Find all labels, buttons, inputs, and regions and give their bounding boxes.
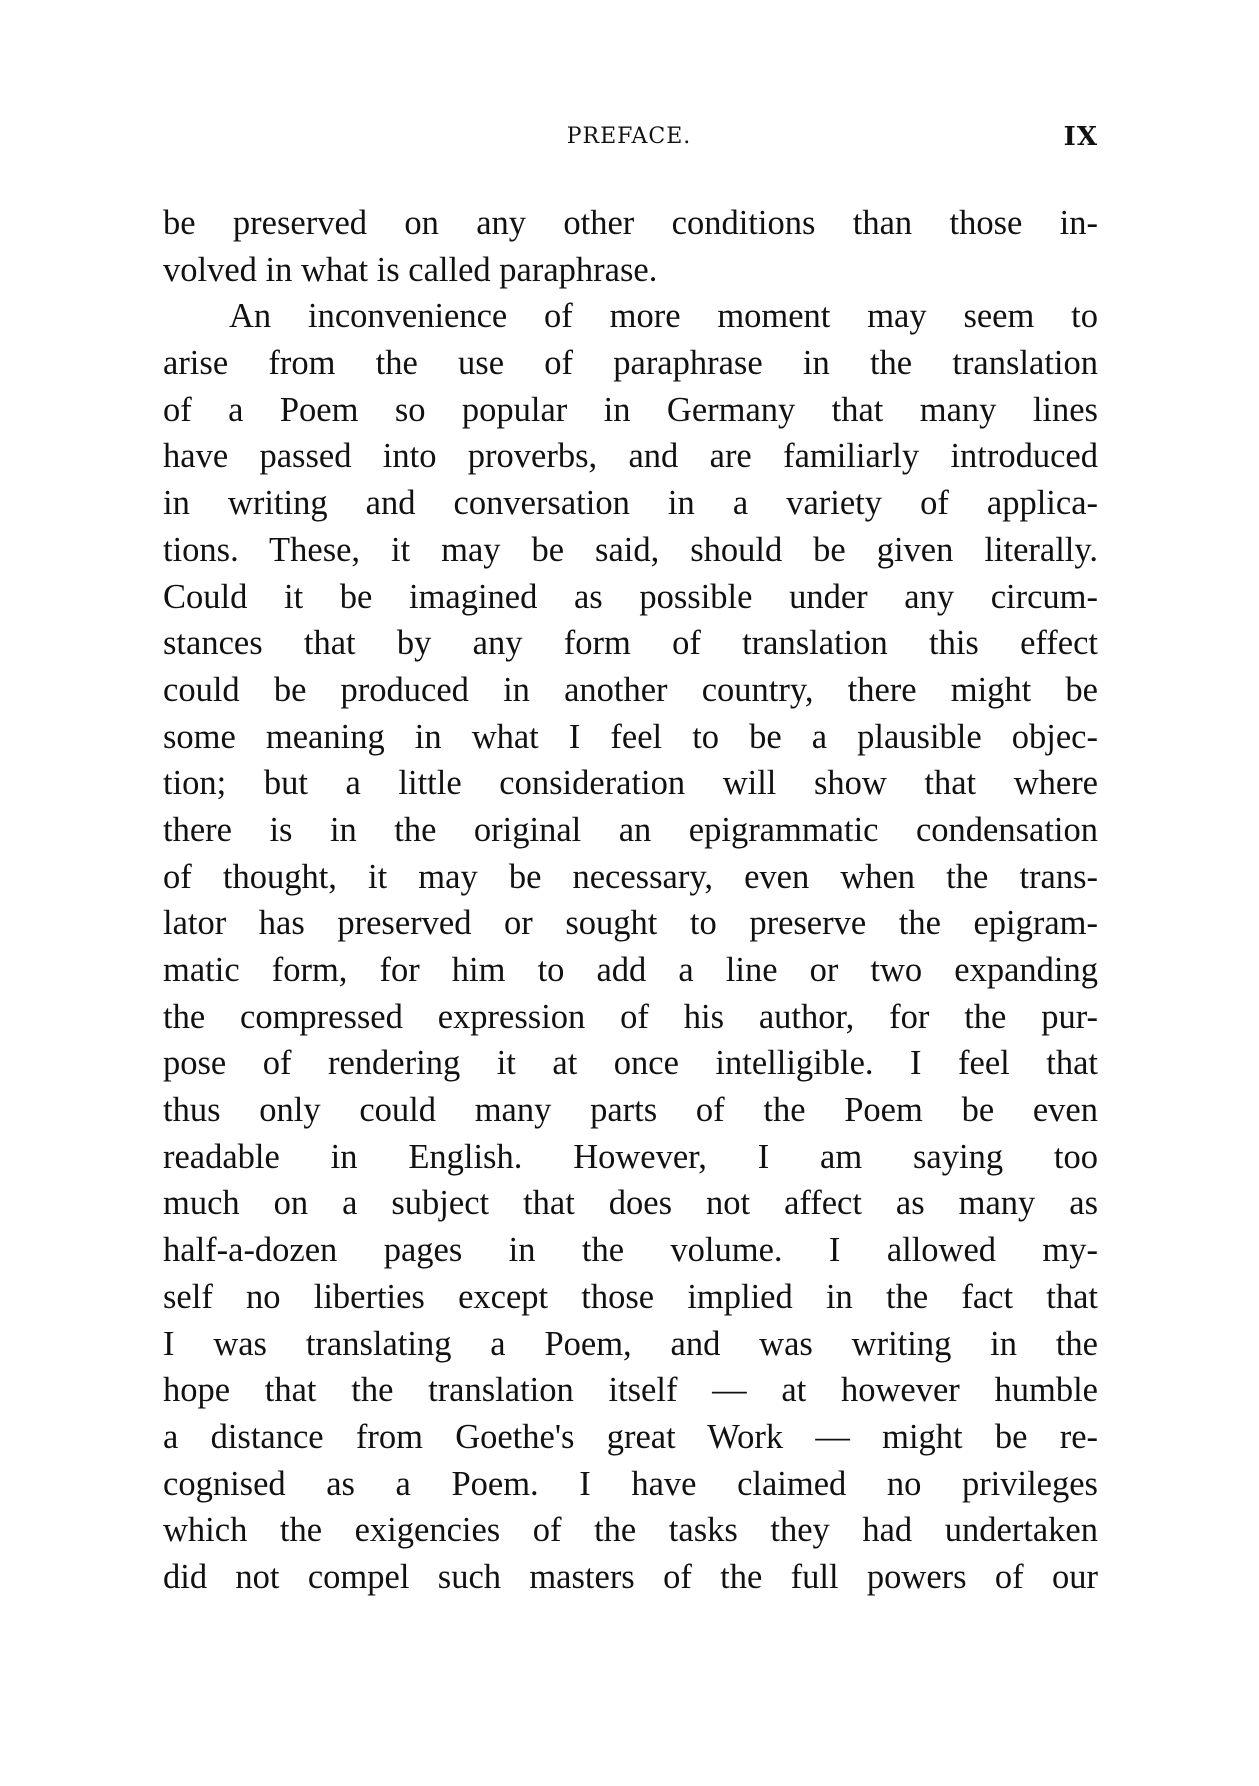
text-line: volved in what is called paraphrase. <box>163 250 658 289</box>
text-line: some meaning in what I feel to be a plausible objec- <box>163 717 1098 756</box>
text-line: matic form, for him to add a line or two expanding <box>163 951 1098 989</box>
text-line: there is in the original an epigrammatic condensation <box>163 810 1098 849</box>
running-head <box>160 122 1098 152</box>
text-line: have passed into proverbs, and are familiarly introduced <box>163 437 1098 476</box>
text-line: the compressed expression of his author, for the pur- <box>163 997 1098 1036</box>
text-line: could be produced in another country, there might be <box>163 670 1098 709</box>
text-line: of thought, it may be necessary, even when the trans- <box>163 857 1098 896</box>
text-line: self no liberties except those implied in the fact that <box>163 1277 1098 1316</box>
text-line: thus only could many parts of the Poem be even <box>163 1091 1098 1130</box>
text-line: tions. These, it may be said, should be given literally. <box>163 530 1098 569</box>
text-line: much on a subject that does not affect as many as <box>163 1184 1098 1223</box>
text-line: hope that the translation itself — at however humble <box>163 1371 1098 1410</box>
text-line: tion; but a little consideration will show that where <box>163 764 1098 803</box>
page-number: IX <box>1063 122 1098 152</box>
paragraph-start-line: An inconvenience of more moment may seem to <box>229 297 1098 336</box>
text-line: half-a-dozen pages in the volume. I allowed my- <box>163 1231 1098 1270</box>
text-line: which the exigencies of the tasks they had undertaken <box>163 1511 1098 1550</box>
text-line: of a Poem so popular in Germany that many lines <box>163 390 1098 429</box>
running-title: PREFACE. <box>566 124 692 149</box>
text-line: cognised as a Poem. I have claimed no privileges <box>163 1464 1098 1503</box>
text-line: stances that by any form of translation this effect <box>163 624 1098 663</box>
text-line: I was translating a Poem, and was writing in the <box>163 1324 1098 1363</box>
body-text <box>163 200 1098 1601</box>
text-line: lator has preserved or sought to preserve the epigram- <box>163 904 1098 943</box>
text-line: did not compel such masters of the full powers of our <box>163 1557 1098 1596</box>
text-line: be preserved on any other conditions than those in- <box>163 204 1098 242</box>
text-line: pose of rendering it at once intelligible. I feel that <box>163 1044 1098 1083</box>
text-line: Could it be imagined as possible under any circum- <box>163 577 1098 616</box>
text-line: readable in English. However, I am saying too <box>163 1137 1098 1176</box>
text-line: in writing and conversation in a variety of applica- <box>163 484 1098 523</box>
text-line: a distance from Goethe's great Work — might be re- <box>163 1417 1098 1456</box>
text-line: arise from the use of paraphrase in the translation <box>163 344 1098 383</box>
